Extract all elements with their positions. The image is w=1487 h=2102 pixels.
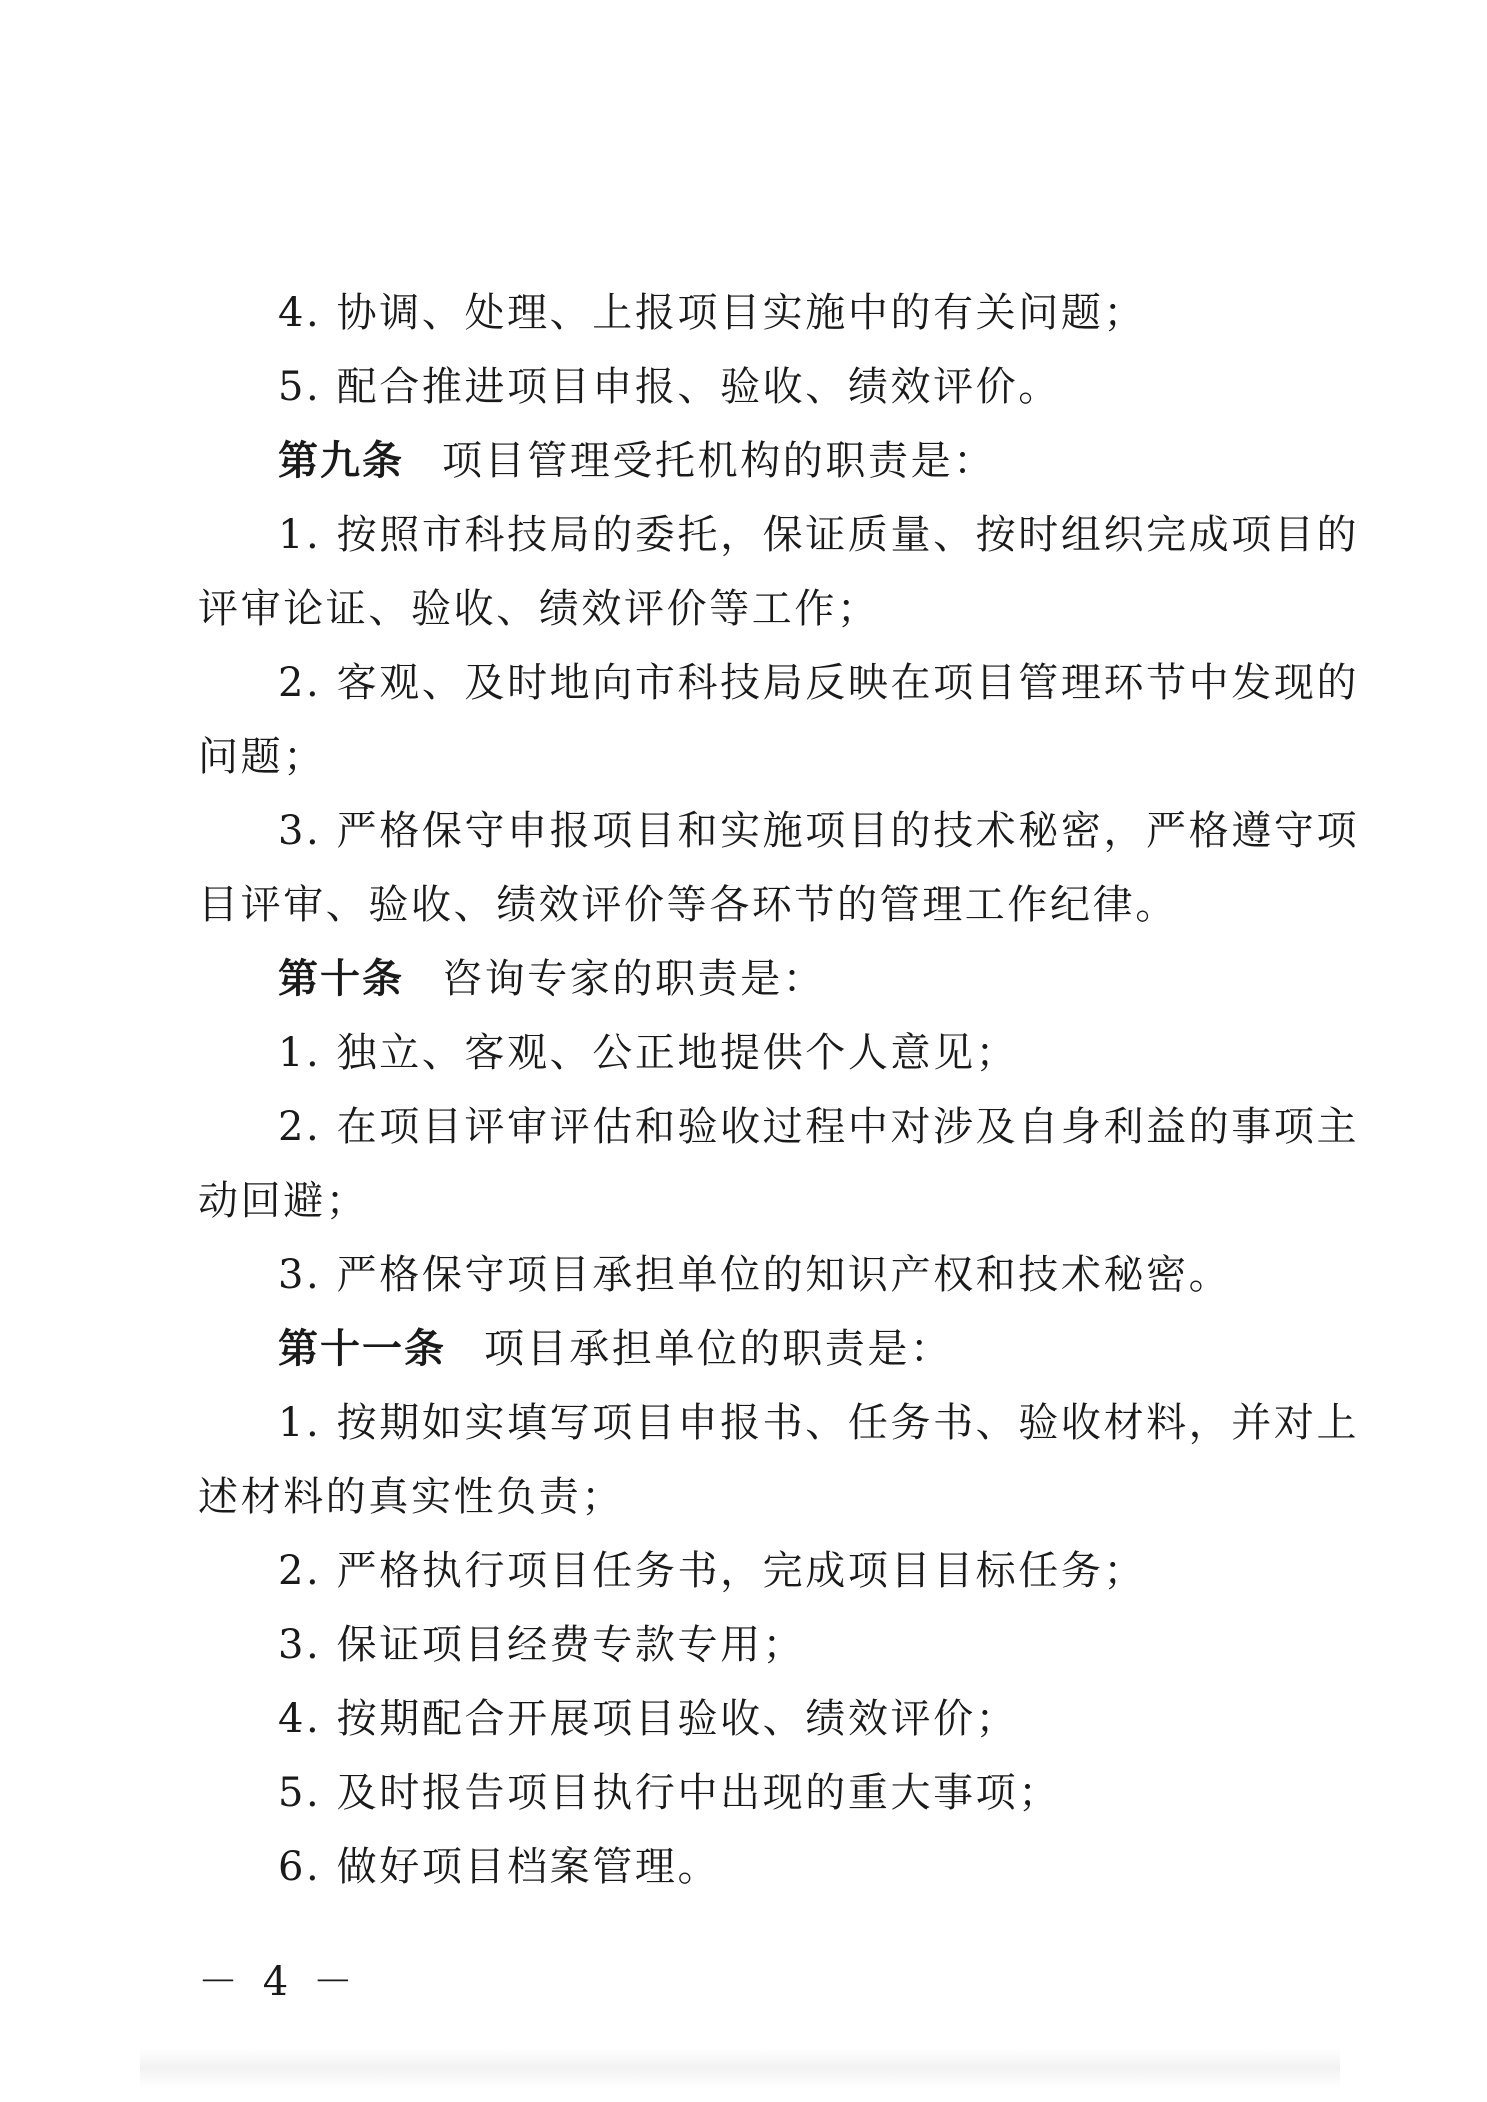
paragraph-line: 4. 协调、处理、上报项目实施中的有关问题； (278, 290, 1147, 336)
paragraph-line: 4. 按期配合开展项目验收、绩效评价； (278, 1696, 1019, 1742)
paragraph-line: 评审论证、验收、绩效评价等工作； (198, 586, 880, 632)
page-number: － 4 － (198, 1959, 359, 2005)
paragraph-line: 5. 及时报告项目执行中出现的重大事项； (278, 1770, 1061, 1816)
paragraph-line: 动回避； (198, 1178, 369, 1224)
article-heading-line (278, 424, 1310, 498)
paragraph-line: 目评审、验收、绩效评价等各环节的管理工作纪律。 (198, 882, 1178, 928)
paragraph-line: 1. 独立、客观、公正地提供个人意见； (278, 1030, 1019, 1076)
paragraph-line: 3. 保证项目经费专款专用； (278, 1622, 806, 1668)
paragraph-line: 1. 按期如实填写项目申报书、任务书、验收材料，并对上 (278, 1400, 1360, 1446)
paragraph-line: 述材料的真实性负责； (198, 1474, 624, 1520)
article-text: 项目承担单位的职责是： (484, 1326, 953, 1372)
article-text: 咨询专家的职责是： (442, 956, 826, 1002)
article-text: 项目管理受托机构的职责是： (442, 438, 996, 484)
paragraph-line: 1. 按照市科技局的委托，保证质量、按时组织完成项目的 (278, 512, 1360, 558)
paragraph-line: 3. 严格保守申报项目和实施项目的技术秘密，严格遵守项 (278, 808, 1360, 854)
article-number: 第十条 (278, 955, 404, 1002)
article-heading-line (278, 1312, 1310, 1386)
paragraph-line: 5. 配合推进项目申报、验收、绩效评价。 (278, 364, 1061, 410)
paragraph-line: 2. 在项目评审评估和验收过程中对涉及自身利益的事项主 (278, 1104, 1360, 1150)
article-number: 第十一条 (278, 1325, 446, 1372)
paragraph-line: 问题； (198, 734, 326, 780)
paragraph-line: 3. 严格保守项目承担单位的知识产权和技术秘密。 (278, 1252, 1232, 1298)
article-heading-line (278, 942, 1310, 1016)
paragraph-line: 2. 客观、及时地向市科技局反映在项目管理环节中发现的 (278, 660, 1360, 706)
paragraph-line: 2. 严格执行项目任务书，完成项目目标任务； (278, 1548, 1147, 1594)
article-number: 第九条 (278, 437, 404, 484)
scan-artifact (140, 2048, 1340, 2088)
paragraph-line: 6. 做好项目档案管理。 (278, 1844, 721, 1890)
